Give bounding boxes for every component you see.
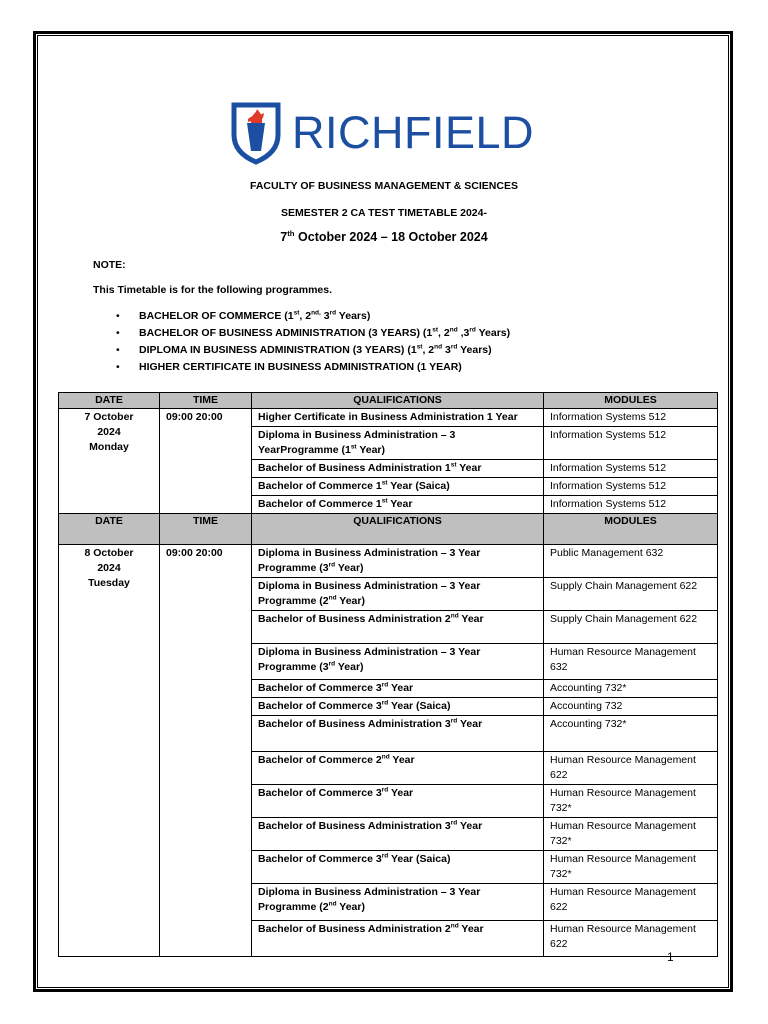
table-header-row xyxy=(59,514,718,545)
qualification-cell: Bachelor of Business Administration 2nd Year xyxy=(252,921,544,957)
col-header-qualifications: QUALIFICATIONS xyxy=(252,514,544,545)
qualification-cell: Diploma in Business Administration – 3 Year Programme (3rd Year) xyxy=(252,644,544,680)
timetable-title: SEMESTER 2 CA TEST TIMETABLE 2024- xyxy=(281,207,487,219)
timetable-day1 xyxy=(58,392,718,514)
qualification-cell: Bachelor of Business Administration 3rd Year xyxy=(252,716,544,752)
timetable-day2 xyxy=(58,513,718,957)
qualification-cell: Bachelor of Commerce 3rd Year xyxy=(252,680,544,698)
module-cell: Human Resource Management 622 xyxy=(544,884,718,921)
logo-wordmark: RICHFIELD xyxy=(292,107,535,158)
programme-item: • HIGHER CERTIFICATE IN BUSINESS ADMINISTRATION (1 YEAR) xyxy=(116,361,462,373)
qualification-cell: Bachelor of Commerce 3rd Year (Saica) xyxy=(252,851,544,884)
module-cell: Human Resource Management 732* xyxy=(544,818,718,851)
module-cell: Accounting 732* xyxy=(544,680,718,698)
shield-torch-icon xyxy=(230,101,282,165)
module-cell: Accounting 732* xyxy=(544,716,718,752)
qualification-cell: Bachelor of Business Administration 3rd Year xyxy=(252,818,544,851)
module-cell: Accounting 732 xyxy=(544,698,718,716)
module-cell: Human Resource Management 622 xyxy=(544,921,718,957)
qualification-cell: Bachelor of Business Administration 2nd Year xyxy=(252,611,544,644)
programme-item: • BACHELOR OF COMMERCE (1st, $2^{nd,}$ 3rd Years) xyxy=(116,309,371,322)
col-header-date: DATE xyxy=(59,393,160,409)
col-header-time: TIME xyxy=(160,514,252,545)
col-header-date: DATE xyxy=(59,514,160,545)
table-row xyxy=(59,545,718,578)
module-cell: Human Resource Management 732* xyxy=(544,785,718,818)
bullet-icon: • xyxy=(116,310,120,322)
qualification-cell: Higher Certificate in Business Administration 1 Year xyxy=(252,409,544,427)
module-cell: Human Resource Management 622 xyxy=(544,752,718,785)
module-cell: Supply Chain Management 622 xyxy=(544,578,718,611)
time-cell: 09:00 20:00 xyxy=(160,545,252,957)
module-cell: Human Resource Management 732* xyxy=(544,851,718,884)
qualification-cell: Bachelor of Commerce 1st Year (Saica) xyxy=(252,478,544,496)
date-range: 7th October 2024 – 18 October 2024 xyxy=(280,228,488,244)
programme-list xyxy=(116,310,510,378)
time-cell: 09:00 20:00 xyxy=(160,409,252,514)
module-cell: Information Systems 512 xyxy=(544,409,718,427)
table-header-row xyxy=(59,393,718,409)
intro-text: This Timetable is for the following programmes. xyxy=(93,284,333,296)
module-cell: Information Systems 512 xyxy=(544,427,718,460)
col-header-modules: MODULES xyxy=(544,514,718,545)
module-cell: Supply Chain Management 622 xyxy=(544,611,718,644)
qualification-cell: Diploma in Business Administration – 3 Year Programme (3rd Year) xyxy=(252,545,544,578)
richfield-logo xyxy=(230,101,534,165)
qualification-cell: Diploma in Business Administration – 3 Year Programme (2nd Year) xyxy=(252,578,544,611)
qualification-cell: Bachelor of Commerce 3rd Year xyxy=(252,785,544,818)
qualification-cell: Diploma in Business Administration – 3 Year Programme (2nd Year) xyxy=(252,884,544,921)
col-header-qualifications: QUALIFICATIONS xyxy=(252,393,544,409)
note-label: NOTE: xyxy=(93,259,126,271)
table-row xyxy=(59,409,718,427)
bullet-icon: • xyxy=(116,361,120,373)
module-cell: Information Systems 512 xyxy=(544,460,718,478)
qualification-cell: Diploma in Business Administration – 3 YearProgramme (1st Year) xyxy=(252,427,544,460)
date-cell: 7 October 2024 Monday xyxy=(59,409,160,514)
programme-item: • BACHELOR OF BUSINESS ADMINISTRATION (3 YEARS) (1st, 2nd ,3rd Years) xyxy=(116,326,511,339)
bullet-icon: • xyxy=(116,344,120,356)
programme-item: • DIPLOMA IN BUSINESS ADMINISTRATION (3 YEARS) (1st, 2nd 3rd Years) xyxy=(116,343,492,356)
module-cell: Human Resource Management 632 xyxy=(544,644,718,680)
qualification-cell: Bachelor of Commerce 3rd Year (Saica) xyxy=(252,698,544,716)
bullet-icon: • xyxy=(116,327,120,339)
module-cell: Information Systems 512 xyxy=(544,478,718,496)
qualification-cell: Bachelor of Business Administration 1st Year xyxy=(252,460,544,478)
col-header-time: TIME xyxy=(160,393,252,409)
col-header-modules: MODULES xyxy=(544,393,718,409)
module-cell: Information Systems 512 xyxy=(544,496,718,514)
date-cell: 8 October 2024 Tuesday xyxy=(59,545,160,957)
qualification-cell: Bachelor of Commerce 1st Year xyxy=(252,496,544,514)
faculty-heading: FACULTY OF BUSINESS MANAGEMENT & SCIENCES xyxy=(250,180,518,192)
page-number: 1 xyxy=(667,950,674,964)
module-cell: Public Management 632 xyxy=(544,545,718,578)
qualification-cell: Bachelor of Commerce 2nd Year xyxy=(252,752,544,785)
